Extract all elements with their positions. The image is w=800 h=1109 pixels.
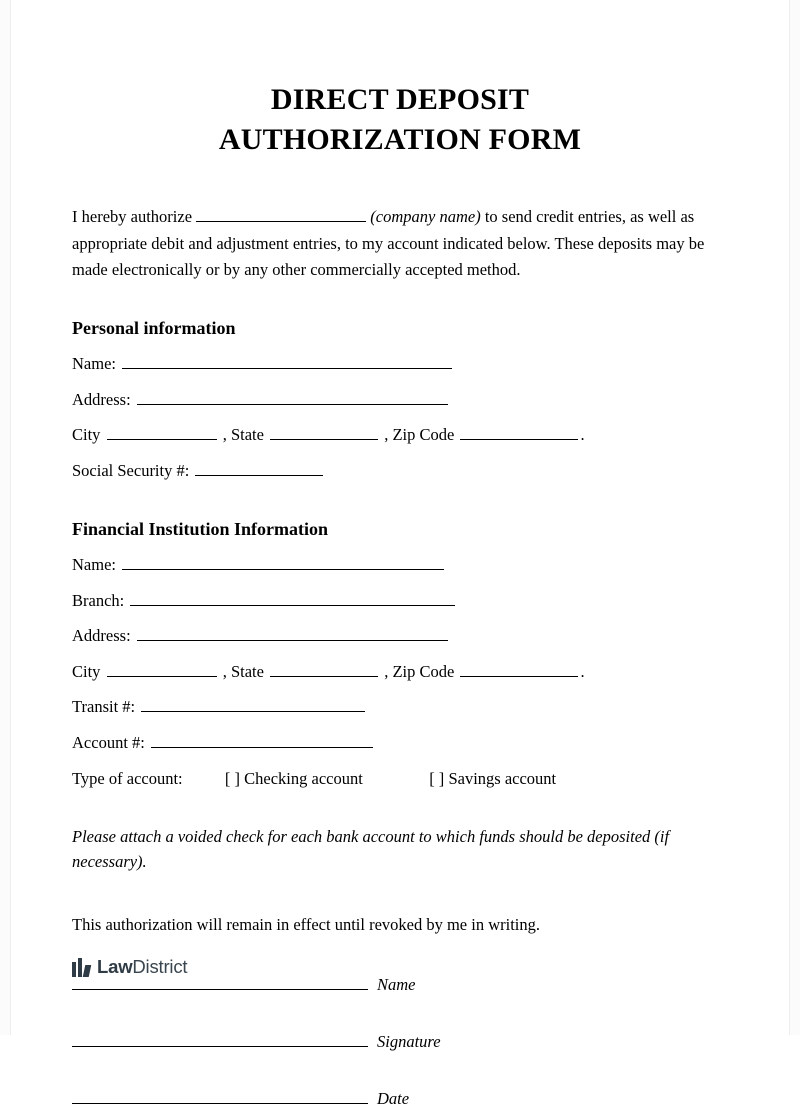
savings-account-label: Savings account [448, 768, 557, 788]
personal-city-input[interactable] [107, 426, 217, 440]
field-label-zip: , Zip Code [384, 661, 455, 681]
company-name-blank[interactable] [196, 208, 366, 222]
logo-text [97, 956, 187, 978]
field-trailing-period: . [580, 425, 585, 445]
page-edge-right [789, 0, 800, 1035]
signature-line[interactable] [72, 1033, 368, 1047]
field-personal-city-state-zip [72, 422, 728, 448]
bank-zip-input[interactable] [460, 663, 578, 677]
authorization-effect-statement: This authorization will remain in effect until revoked by me in writing. [72, 914, 540, 934]
voided-check-note: Please attach a voided check for each bank account to which funds should be deposited (if necessary). [72, 827, 670, 871]
bank-name-input[interactable] [122, 556, 444, 570]
personal-zip-input[interactable] [460, 426, 578, 440]
checking-account-label: Checking account [244, 768, 363, 788]
personal-state-input[interactable] [270, 426, 378, 440]
personal-name-input[interactable] [122, 355, 452, 369]
checking-account-checkbox[interactable]: [ ] [224, 768, 241, 788]
field-bank-name [72, 552, 728, 578]
intro-before-blank: I hereby authorize [72, 206, 193, 226]
signature-caption: Name [377, 975, 416, 995]
bank-state-input[interactable] [270, 663, 378, 677]
account-type-label: Type of account: [72, 768, 183, 788]
field-label: Name: [72, 353, 116, 373]
field-label-city: City [72, 425, 101, 445]
title-line-1: DIRECT DEPOSIT [270, 83, 530, 116]
field-bank-address [72, 623, 728, 649]
field-label-city: City [72, 661, 101, 681]
signature-caption: Signature [377, 1032, 441, 1052]
section-heading-financial: Financial Institution Information [72, 519, 329, 540]
section-heading-personal: Personal information [72, 317, 236, 338]
field-transit-number [72, 694, 728, 720]
field-label: Name: [72, 555, 116, 575]
logo-text-light: District [132, 956, 188, 977]
field-account-number [72, 730, 728, 756]
bank-city-input[interactable] [107, 663, 217, 677]
bank-branch-input[interactable] [130, 592, 455, 606]
field-label: Transit #: [72, 697, 136, 717]
intro-after-hint: to send credit entries, as well as appropriate debit and adjustment entries, to my account indicated below. These deposits may be made electronically or by any other commercially accepted method. [72, 206, 705, 280]
field-bank-city-state-zip [72, 659, 728, 685]
signature-row-signature [72, 1032, 728, 1052]
field-social-security [72, 458, 728, 484]
field-bank-branch [72, 588, 728, 614]
signature-row-date [72, 1089, 728, 1109]
savings-account-checkbox[interactable]: [ ] [429, 768, 445, 788]
signature-row-name [72, 975, 728, 995]
logo-text-bold: Law [97, 956, 133, 977]
field-label: Address: [72, 626, 131, 646]
field-label-state: , State [222, 661, 264, 681]
signature-block [72, 975, 728, 1109]
name-signature-line[interactable] [72, 976, 368, 990]
field-account-type [72, 766, 728, 792]
field-label: Account #: [72, 733, 145, 752]
title-line-2: AUTHORIZATION FORM [218, 122, 582, 156]
field-label-state: , State [222, 425, 264, 445]
field-label: Branch: [72, 590, 125, 610]
field-personal-name [72, 351, 728, 377]
field-label: Social Security #: [72, 460, 190, 480]
personal-address-input[interactable] [137, 391, 448, 405]
company-name-hint: (company name) [370, 206, 481, 226]
account-number-input[interactable] [151, 734, 373, 748]
signature-caption: Date [377, 1089, 410, 1109]
bank-address-input[interactable] [137, 627, 448, 641]
field-label: Address: [72, 389, 131, 409]
date-line[interactable] [72, 1090, 368, 1104]
field-label-zip: , Zip Code [384, 425, 455, 445]
lawdistrict-logo [72, 956, 187, 978]
field-personal-address [72, 387, 728, 413]
transit-number-input[interactable] [141, 698, 365, 712]
authorization-paragraph [72, 204, 728, 284]
social-security-input[interactable] [195, 462, 323, 476]
lawdistrict-mark-icon [72, 958, 91, 977]
page-edge-left [0, 0, 11, 1035]
field-trailing-period: . [580, 661, 585, 681]
page-title [72, 80, 728, 160]
